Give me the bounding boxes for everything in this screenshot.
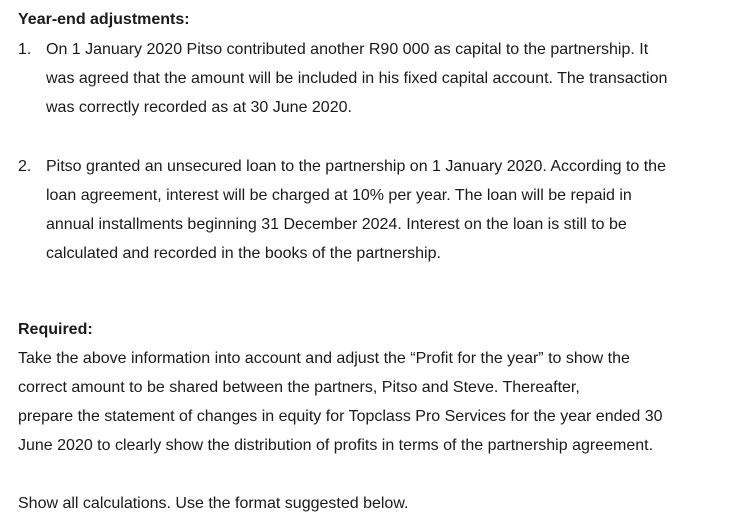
adjustment-text (46, 35, 718, 122)
text-line: loan agreement, interest will be charged at 10% per year. The loan will be repaid in (46, 187, 632, 204)
text-line: annual installments beginning 31 December 2024. Interest on the loan is still to be (46, 216, 627, 233)
text-line: was correctly recorded as at 30 June 2020. (46, 99, 352, 116)
adjustment-text (46, 152, 718, 268)
required-text (18, 344, 718, 460)
text-line: correct amount to be shared between the partners, Pitso and Steve. Thereafter, (18, 379, 580, 396)
required-title: Required: (18, 321, 93, 338)
text-line: On 1 January 2020 Pitso contributed another R90 000 as capital to the partnership. It (46, 41, 649, 58)
adjustment-number: 1. (18, 41, 32, 58)
text-line: Take the above information into account and adjust the “Profit for the year” to show the (18, 350, 630, 367)
text-line: prepare the statement of changes in equity for Topclass Pro Services for the year ended 30 (18, 408, 663, 425)
text-line: calculated and recorded in the books of the partnership. (46, 245, 441, 262)
section-title: Year-end adjustments: (18, 11, 190, 28)
text-line: June 2020 to clearly show the distribution of profits in terms of the partnership agreement. (18, 437, 654, 454)
text-line: Pitso granted an unsecured loan to the partnership on 1 January 2020. According to the (46, 158, 666, 175)
text-line: was agreed that the amount will be included in his fixed capital account. The transaction (46, 70, 668, 87)
adjustment-number: 2. (18, 158, 32, 175)
footer-instruction: Show all calculations. Use the format suggested below. (18, 495, 409, 512)
